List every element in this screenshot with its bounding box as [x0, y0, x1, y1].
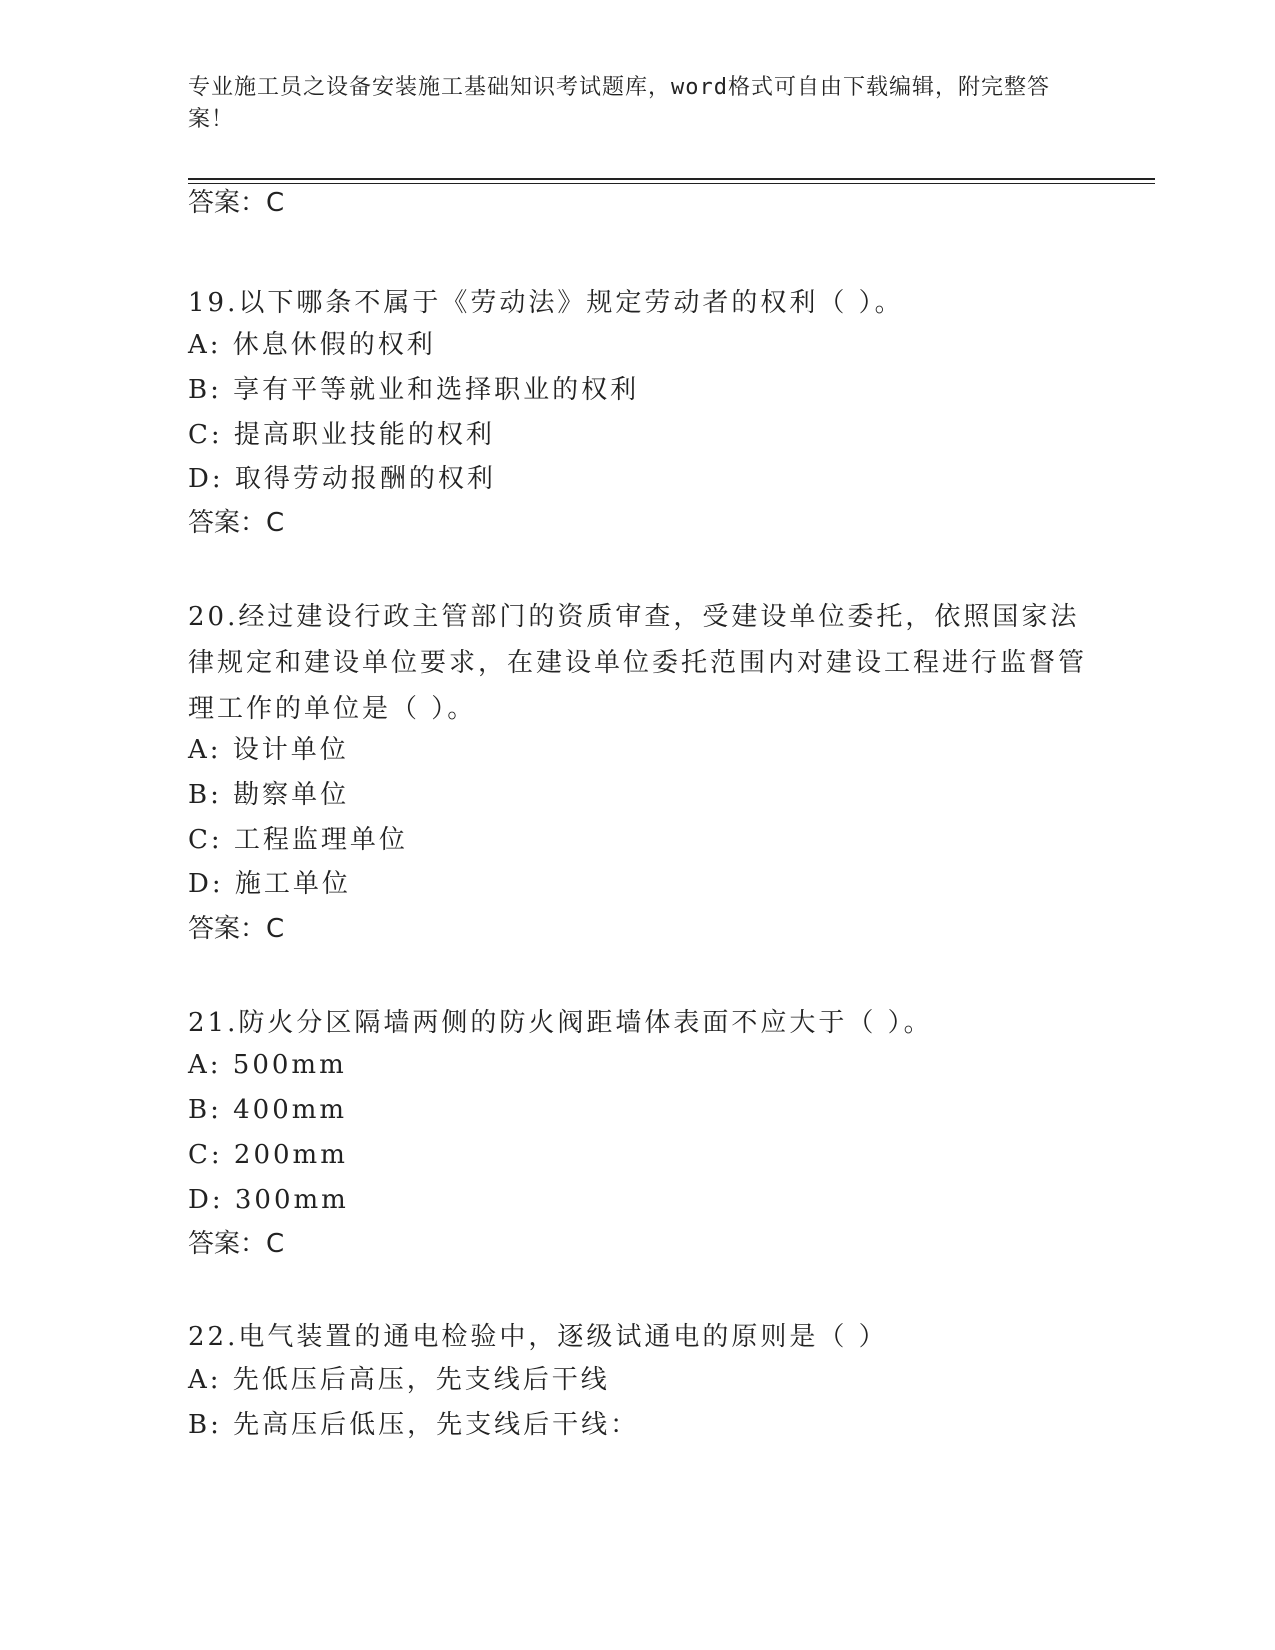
question-21-option-c: C: 200mm [188, 1140, 348, 1170]
question-20-option-b: B: 勘察单位 [188, 780, 350, 810]
answer-21: 答案：C [188, 1229, 285, 1259]
question-19-option-a: A: 休息休假的权利 [188, 330, 436, 360]
answer-19: 答案：C [188, 508, 285, 538]
question-22-stem: 22.电气装置的通电检验中，逐级试通电的原则是（ ） [188, 1322, 888, 1352]
question-20-stem: 20.经过建设行政主管部门的资质审查，受建设单位委托，依照国家法律规定和建设单位要求，在建设单位委托范围内对建设工程进行监督管理工作的单位是（ ）。 [188, 602, 1088, 724]
question-21-option-b: B: 400mm [188, 1095, 348, 1125]
question-19-option-d: D: 取得劳动报酬的权利 [188, 464, 496, 494]
question-22-option-a: A: 先低压后高压，先支线后干线 [188, 1365, 610, 1395]
header-divider-thin [188, 183, 1155, 184]
question-20-option-c: C: 工程监理单位 [188, 825, 408, 855]
question-21-stem: 21.防火分区隔墙两侧的防火阀距墙体表面不应大于（ ）。 [188, 1008, 933, 1038]
answer-prev: 答案：C [188, 188, 285, 218]
question-19-stem: 19.以下哪条不属于《劳动法》规定劳动者的权利（ ）。 [188, 288, 904, 318]
document-header: 专业施工员之设备安装施工基础知识考试题库，word格式可自由下载编辑，附完整答案！ [188, 75, 1050, 132]
question-21-option-a: A: 500mm [188, 1050, 347, 1080]
question-19-option-c: C: 提高职业技能的权利 [188, 420, 495, 450]
header-divider-thick [188, 178, 1155, 180]
question-20-option-a: A: 设计单位 [188, 735, 349, 765]
question-21-option-d: D: 300mm [188, 1185, 349, 1215]
question-22-option-b: B: 先高压后低压，先支线后干线： [188, 1410, 640, 1440]
question-19-option-b: B: 享有平等就业和选择职业的权利 [188, 375, 640, 405]
question-20-option-d: D: 施工单位 [188, 869, 351, 899]
answer-20: 答案：C [188, 914, 285, 944]
